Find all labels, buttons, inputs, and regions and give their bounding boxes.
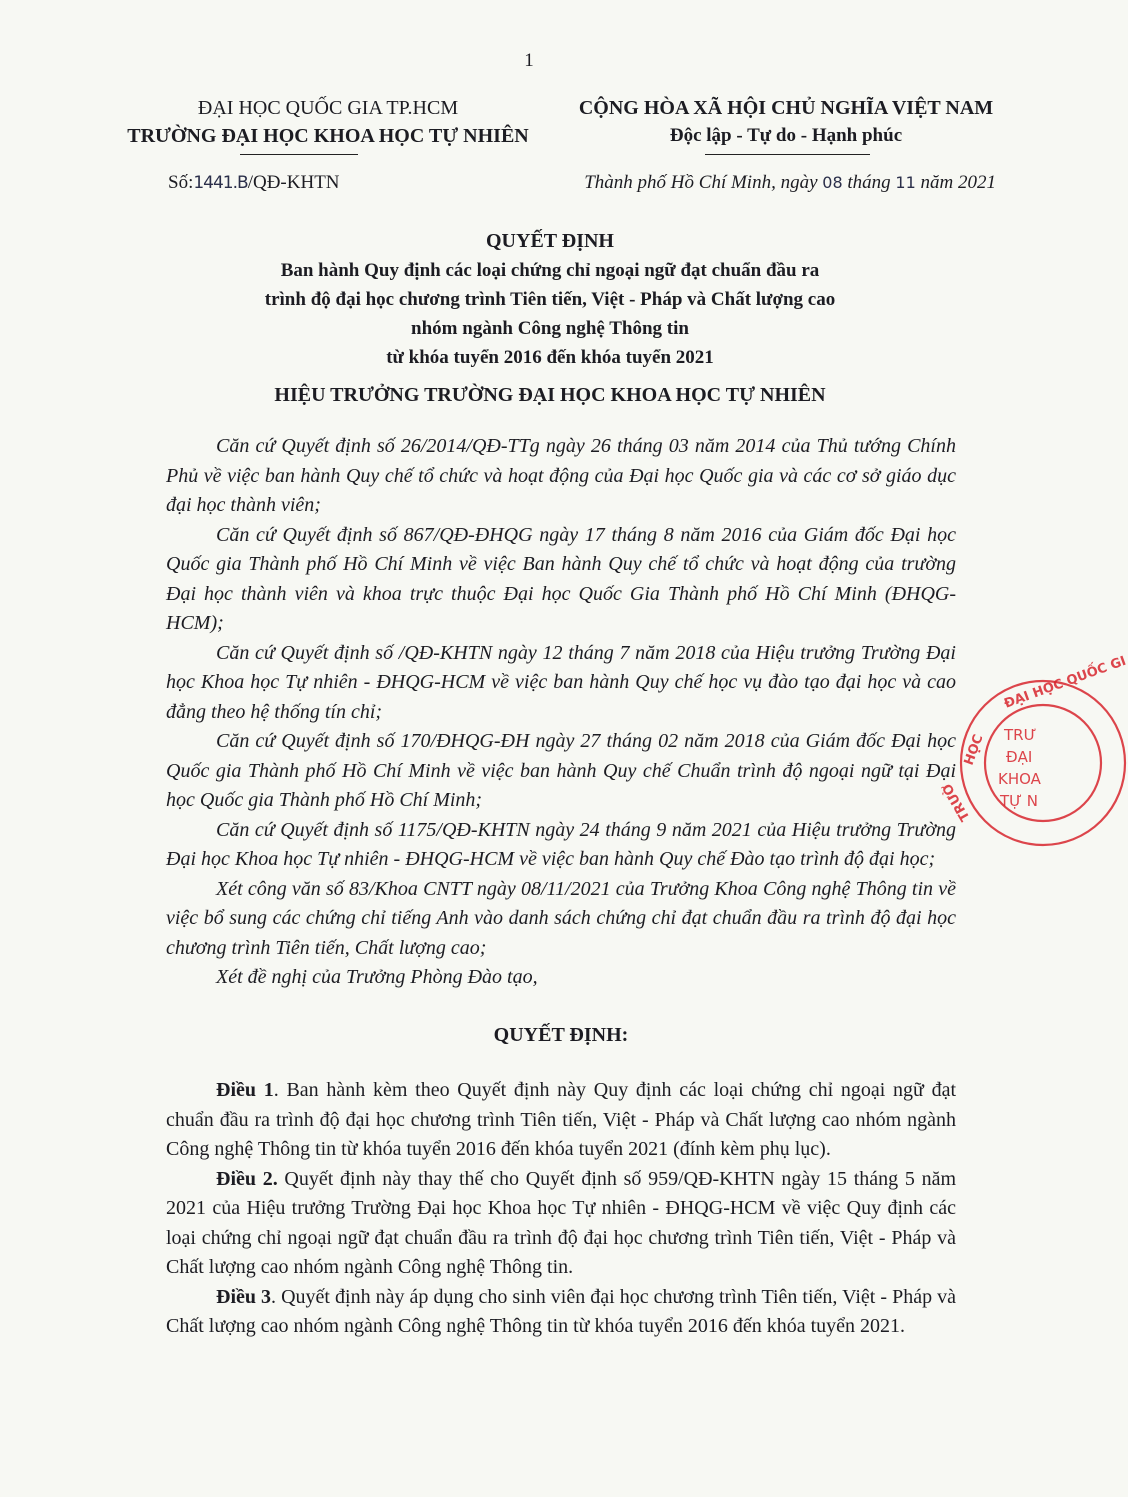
article-label: Điều 1: [216, 1079, 274, 1101]
preamble-clause: Căn cứ Quyết định số 867/QĐ-ĐHQG ngày 17 tháng 8 năm 2016 của Giám đốc Đại học Quốc gia Thành phố Hồ Chí Minh về việc Ban hành Quy chế tổ chức và hoạt động của trường Đại học thành viên và khoa trực thuộc Đại học Quốc Gia Thành phố Hồ Chí Minh (ĐHQG-HCM);: [166, 523, 956, 634]
article: [166, 1283, 956, 1342]
document-number: [168, 172, 340, 194]
place-and-date: [584, 172, 996, 194]
national-header: [546, 94, 1026, 150]
title-line: trình độ đại học chương trình Tiên tiến, Việt - Pháp và Chất lượng cao: [264, 289, 836, 310]
national-motto: Độc lập - Tự do - Hạnh phúc: [669, 125, 903, 146]
issuing-body-header: [108, 94, 548, 150]
svg-text:HỌC: HỌC: [961, 732, 987, 768]
svg-text:ĐẠI: ĐẠI: [1006, 748, 1033, 766]
title-line: Ban hành Quy định các loại chứng chỉ ngoại ngữ đạt chuẩn đầu ra: [280, 260, 820, 281]
preamble-clause: Căn cứ Quyết định số /QĐ-KHTN ngày 12 tháng 7 năm 2018 của Hiệu trưởng Trường Đại học Khoa học Tự nhiên - ĐHQG-HCM về việc ban hành Quy chế học vụ đào tạo đại học và cao đẳng theo hệ thống tín chỉ;: [166, 641, 956, 723]
doc-number-prefix: Số:: [168, 172, 194, 193]
article-text: Quyết định này thay thế cho Quyết định số 959/QĐ-KHTN ngày 15 tháng 5 năm 2021 của Hiệu trưởng Trường Đại học Khoa học Tự nhiên - ĐHQG-HCM về việc Quy định các loại chứng chỉ ngoại ngữ đạt chuẩn đầu ra trình độ đại học chương trình Tiên tiến, Việt - Pháp và Chất lượng cao nhóm ngành Công nghệ Thông tin.: [166, 1167, 957, 1278]
preamble-clause: Căn cứ Quyết định số 26/2014/QĐ-TTg ngày 26 tháng 03 năm 2014 của Thủ tướng Chính Phủ về việc ban hành Quy chế tổ chức và hoạt động của Đại học Quốc gia và các cơ sở giáo dục đại học thành viên;: [166, 435, 956, 516]
date-month: 11: [895, 173, 916, 192]
svg-text:ĐẠI HỌC QUỐC GI: ĐẠI HỌC QUỐC GI: [1002, 653, 1128, 712]
svg-text:TỰ N: TỰ N: [1000, 792, 1039, 810]
title-line: nhóm ngành Công nghệ Thông tin: [411, 318, 689, 339]
title-heading: QUYẾT ĐỊNH: [486, 230, 614, 252]
preamble-clause: Xét công văn số 83/Khoa CNTT ngày 08/11/2021 của Trưởng Khoa Công nghệ Thông tin về việc bổ sung các chứng chỉ tiếng Anh vào danh sách chứng chỉ đạt chuẩn đầu ra trình độ đại học chương trình Tiên tiến, Chất lượng cao;: [166, 877, 956, 959]
country-name: CỘNG HÒA XÃ HỘI CHỦ NGHĨA VIỆT NAM: [578, 97, 994, 119]
university-name: ĐẠI HỌC QUỐC GIA TP.HCM: [197, 97, 459, 119]
official-seal-stamp: [939, 653, 1128, 848]
svg-text:TRƯỜ: TRƯỜ: [939, 780, 974, 824]
article-text: . Ban hành kèm theo Quyết định này Quy định các loại chứng chỉ ngoại ngữ đạt chuẩn đầu ra trình độ đại học chương trình Tiên tiến, Việt - Pháp và Chất lượng cao nhóm ngành Công nghệ Thông tin từ khóa tuyển 2016 đến khóa tuyển 2021 (đính kèm phụ lục).: [166, 1079, 957, 1160]
date-month-label: tháng: [847, 172, 891, 193]
page-number: 1: [524, 50, 534, 71]
place-text: Thành phố Hồ Chí Minh, ngày: [584, 172, 818, 193]
school-name: TRƯỜNG ĐẠI HỌC KHOA HỌC TỰ NHIÊN: [127, 125, 529, 147]
doc-number-suffix: /QĐ-KHTN: [247, 172, 340, 193]
svg-text:KHOA: KHOA: [998, 770, 1041, 788]
preamble-clause: Căn cứ Quyết định số 170/ĐHQG-ĐH ngày 27 tháng 02 năm 2018 của Giám đốc Đại học Quốc gia Thành phố Hồ Chí Minh về việc ban hành Quy chế Chuẩn trình độ ngoại ngữ tại Đại học Quốc gia Thành phố Hồ Chí Minh;: [166, 730, 956, 811]
document-title: [120, 226, 980, 372]
issuer-heading: HIỆU TRƯỞNG TRƯỜNG ĐẠI HỌC KHOA HỌC TỰ NHIÊN: [274, 384, 826, 406]
article-label: Điều 2.: [216, 1167, 278, 1190]
preamble-clause: Căn cứ Quyết định số 1175/QĐ-KHTN ngày 24 tháng 9 năm 2021 của Hiệu trưởng Trường Đại học Khoa học Tự nhiên - ĐHQG-HCM về việc ban hành Quy chế Đào tạo trình độ đại học;: [166, 818, 956, 870]
title-line: từ khóa tuyển 2016 đến khóa tuyển 2021: [386, 347, 714, 368]
document-body: [166, 432, 956, 1342]
date-year: năm 2021: [920, 172, 996, 193]
header-rule-right: [705, 154, 870, 155]
preamble-clause: Xét đề nghị của Trưởng Phòng Đào tạo,: [216, 966, 538, 988]
header-rule-left: [240, 154, 358, 155]
doc-number-handwritten: 1441.B: [193, 173, 248, 193]
decision-heading: QUYẾT ĐỊNH:: [493, 1023, 629, 1046]
article: [166, 1165, 956, 1283]
article: [166, 1076, 956, 1165]
article-text: . Quyết định này áp dụng cho sinh viên đại học chương trình Tiên tiến, Việt - Pháp và Chất lượng cao nhóm ngành Công nghệ Thông tin từ khóa tuyển 2016 đến khóa tuyển 2021.: [166, 1285, 957, 1337]
svg-text:TRƯ: TRƯ: [1004, 726, 1037, 744]
article-label: Điều 3: [216, 1285, 272, 1308]
preamble: [166, 432, 956, 993]
date-day: 08: [822, 173, 843, 192]
